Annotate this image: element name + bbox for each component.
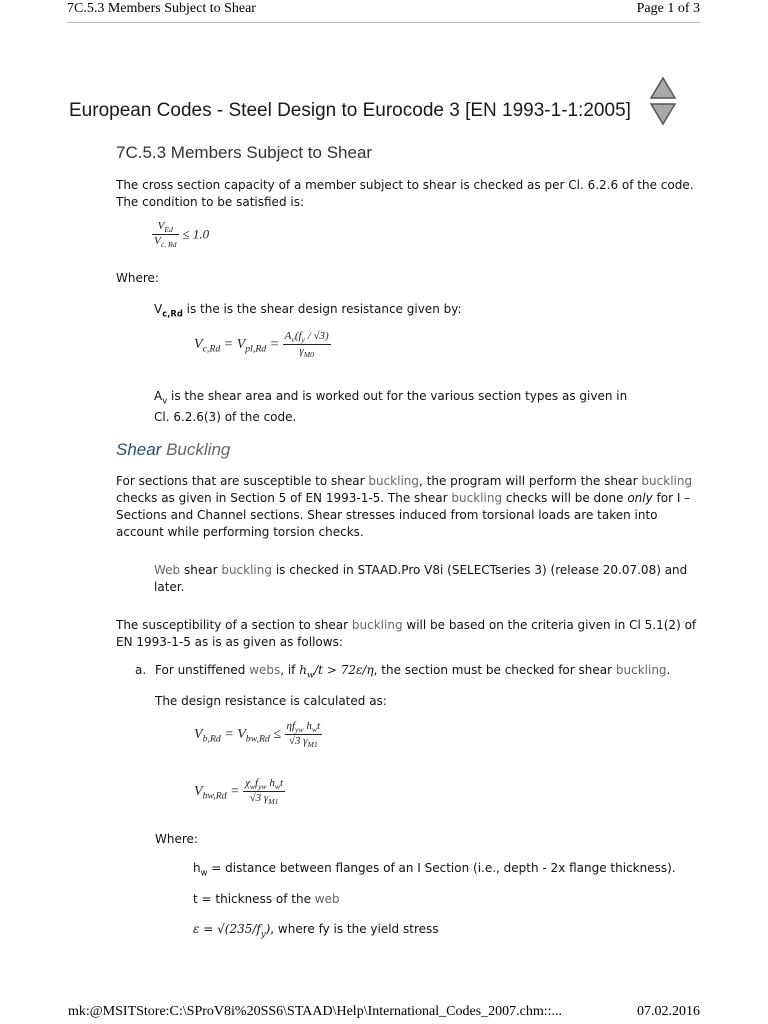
footer-source-path: mk:@MSITStore:C:\SProV8i%20SS6\STAAD\Help\International_Codes_2007.chm::... [68, 1004, 562, 1019]
arrow-up-icon[interactable] [651, 78, 675, 98]
t-definition: t = thickness of the web [193, 892, 340, 906]
footer-date: 07.02.2016 [637, 1004, 700, 1019]
section-title: 7C.5.3 Members Subject to Shear [116, 143, 373, 162]
equation-2: $V_{c,Rd} = V_{pl,Rd}$ = $\frac{A_v(f_y / √3)}{\gamma_{M0}}$ [194, 330, 329, 360]
page-indicator: Page 1 of 3 [636, 1, 700, 16]
hw-definition: $h_w$ = distance between flanges of an I Section (i.e., depth - 2x flange thickness). [193, 861, 676, 878]
arrow-down-icon[interactable] [651, 104, 675, 124]
vcrd-description: $V_{c,Rd}$ is the is the shear design resistance given by: [154, 302, 462, 319]
equation-1: $\frac{V_{Ed}}{V_{c, Rd}}$ ≤ 1.0 [154, 220, 210, 250]
shear-buckling-paragraph: For sections that are susceptible to shear buckling, the program will perform the shear buckling checks as given in Section 5 of EN 1993-1-5. The shear buckling checks will be done only for I –Sections and Channel sections. Shear stresses induced from torsional loads are taken into account while performing torsion checks. [116, 474, 693, 539]
page-title: European Codes - Steel Design to Eurocode 3 [EN 1993-1-1:2005] [69, 100, 631, 121]
equation-4: $V_{bw,Rd}$ = $\frac{\chi_wf_{yw} h_wt}{√3 \gamma_{M1}}$ [194, 777, 284, 807]
page-header [0, 0, 768, 22]
header-title: 7C.5.3 Members Subject to Shear [67, 1, 256, 16]
where-label-1: Where: [116, 271, 159, 285]
design-resistance-label: The design resistance is calculated as: [155, 694, 387, 708]
epsilon-definition: $\varepsilon = √(235/f_y)$, where fy is the yield stress [193, 922, 439, 939]
header-divider [67, 22, 700, 23]
equation-3: $V_{b,Rd} = V_{bw,Rd}$ ≤ $\frac{\eta f_{yw} h_wt}{√3 \gamma_{M1}}$ [194, 720, 321, 750]
page-nav [648, 76, 678, 126]
shear-buckling-heading: Shear Buckling [116, 440, 231, 459]
release-note: Web shear buckling is checked in STAAD.Pro V8i (SELECTseries 3) (release 20.07.08) and later. [154, 563, 688, 594]
susceptibility-paragraph: The susceptibility of a section to shear buckling will be based on the criteria given in Cl 5.1(2) of EN 1993-1-5 as is as given as follows: [116, 618, 697, 649]
list-item-a: For unstiffened webs, if $h_w/t > 72\varepsilon/\eta$, the section must be checked for shear buckling. [155, 663, 671, 680]
list-marker-a: a. [135, 663, 147, 677]
av-description: $A_v$ is the shear area and is worked out for the various section types as given in Cl. 6.2.6(3) of the code. [154, 389, 628, 425]
intro-paragraph: The cross section capacity of a member subject to shear is checked as per Cl. 6.2.6 of the code. The condition to be satisfied is: [116, 178, 694, 209]
where-label-2: Where: [155, 832, 198, 846]
